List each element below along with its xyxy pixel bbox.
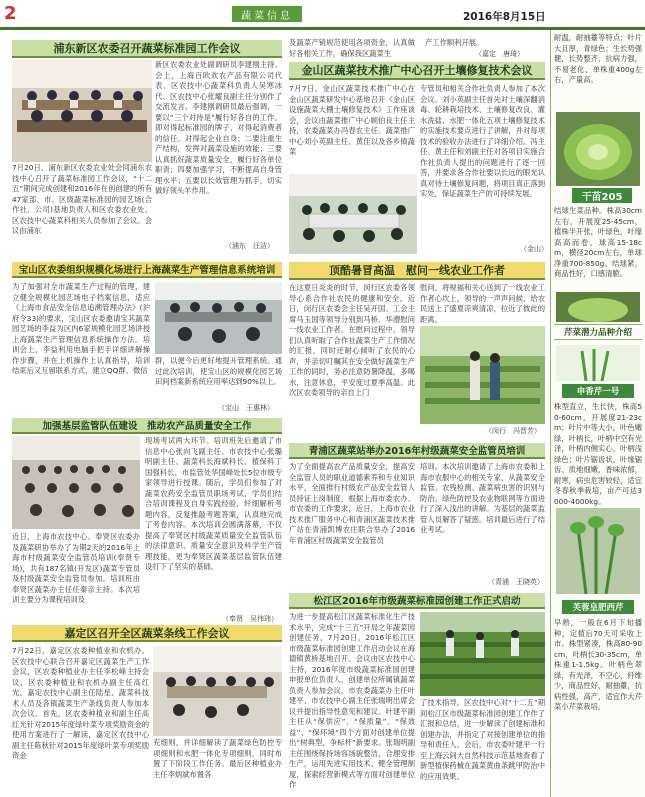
vegetable-photo bbox=[556, 112, 640, 186]
page-number: 2 bbox=[4, 3, 17, 24]
article-body: 新区农委农业处副调研员李建刚主持。会上，上海百欧欢农产品有限公司代表、区农技中心蔬菜科负责人吴寒冰代、区农技中心张耀良副主任分别作了交流发言。李建刚调研员最后强调，一要以“三个对待是”履行好各自的工作，即对得起标准园的牌子、对得起消费者的信任、对得起企业自身；二要注重生产结构，发挥对蔬菜设施的效能；三要认真抓好蔬菜质量安全，履行好各单位职责；四要加强学习，不断提高自身管理水平；五要以长效管理为抓手，切实做好领头羊作用。 bbox=[155, 60, 282, 195]
variety-name: 申香芹一号 bbox=[562, 384, 634, 398]
article-title-jiading: 嘉定区召开全区蔬菜条线工作会议 bbox=[12, 625, 282, 642]
article-body: 培训。本次培训邀请了上海市农委和上海市农服中心的相关专家，从蔬菜安全监管、农残检测、蔬菜病虫害的识别与防治、绿色防控及农业物联网等方面进行了深入浅出的讲解。为基层的蔬菜监管人员解答了疑惑。培训最后进行了结业考试。 bbox=[420, 462, 545, 534]
page-header bbox=[0, 0, 645, 30]
article-body: 近日，上海市农技中心、奉贤区农委办及蔬菜研协举办了为期2天的2016年上海市村级蔬菜安全监管员培训(奉贤专场)，共有187名镇(开发区)蔬菜专管员及村级蔬菜安全监管员参加。培训班由奉贤区蔬菜办主任任秦亲主持。本次培训主要分为课程培训及 bbox=[12, 532, 140, 604]
article-signature: （奉贤 吴伟玮） bbox=[222, 615, 278, 623]
article-title-jinshan: 金山区蔬菜技术推广中心召开土壤修复技术会议 bbox=[289, 62, 545, 80]
sidebar-text: 耐温，耐抽薹等特点；叶片大且厚，青绿色；生长势强健，长势整齐，抗病力强，不易老化，单株重400g左右，产量高。 bbox=[554, 33, 642, 84]
article-title-visit: 顶酷暑冒高温 慰问一线农业工作者 bbox=[289, 262, 545, 280]
field-visit-photo bbox=[420, 326, 545, 424]
article-body: 了技术指导。区农技中心对“十二五”期间松江区市级蔬菜标准园创建工作作了汇报和总结，进一步解读了创建标准和创建办法，并指定了对接创建单位的指导和责任人。会后，市农委叶建平一行至上海云间大自然科技示范基地查看了新型植保药械在蔬菜黄曲条跳甲防治中的应用效果。 bbox=[420, 698, 545, 781]
article-signature: （宝山 王惠林） bbox=[218, 404, 274, 412]
article-signature: （闵行 冯晋芳） bbox=[485, 427, 541, 435]
article-body: 在这夏日炎炎的时节，闵行区农委各领导心系合作社农民的健康和安全。近日，闵行区农委会主任吴开国、工会主席马玉国等领导分别到马桥、华漕慰问一线农业工作者。在慰问过程中，领导们认真听取了合作社蔬菜生产工作情况的汇报，同时还耐心倾听了农民的心声，并亲切叮嘱其在安全做好蔬菜生产工作的同时，务必注意防暑降温，多喝水，注意休息，平安度过夏季高温。此次区农委领导的亲自上门 bbox=[289, 283, 415, 397]
article-body: 现场考试两大环节。培训班先后邀请了市信息中心张向飞副主任、市农技中心张璐明副主任、蔬菜科长海斌科长、植保科丁国强科长、市监管处华国峰处长5位市级专家领导进行授课。随后，学员们参加了对蔬菜农药安全监管员职场考试，学员们结合培训课程及自身实践经验，纤细解析考题内容，反复推敲考题答案，认真地完成了考卷内容。本次培训会圆满落幕，不仅提高了奉贤区村级蔬菜质量安全监管队伍的法律意识、质量安全意识及科学生产管理技能，更为奉贤区蔬菜基层监管队伍建设打下了坚实的基础。 bbox=[145, 436, 282, 571]
variety-name: 芙蓉皇肥西芹 bbox=[562, 600, 634, 614]
masthead: 蔬菜信息 bbox=[232, 6, 302, 22]
article-body: 专管员和相关合作社负责人参加了本次会议。刘小英副主任首先对土壤深翻消毒、轮耕栽培技术、土壤修复改良、灌水洗盐、水肥一体化五项土壤修复技术的实施技术要点进行了讲解，并对每项技术的验收办法进行了详细介绍。冯主任、黄主任和刘副主任对各项目实施合作社负责人提出的问题进行了逐一回答，并要求各合作社要以长远的眼光认真对待土壤修复问题，将项目真正落到实处，保证蔬菜生产的可持续发展。 bbox=[420, 84, 545, 198]
section-title: 芹菜潜力品种介绍 bbox=[554, 324, 642, 340]
article-body: 7月7日，金山区蔬菜技术推广中心在金山区蔬菜研发中心基地召开《金山区设施蔬菜大棚土壤修复技术》工作座谈会，会议由蔬菜推广中心顾伯良主任主持，农委蔬菜办冯春农主任、蔬菜推广中心刘小英副主任、黄佳以及各乡镇蔬菜 bbox=[289, 84, 415, 156]
article-body: 充细则，并详细解读了蔬菜绿色防控专项细则和水肥一体化专项细则，同时布置了下阶段工作任务。最后区种植业办主任李炳斌布置各 bbox=[153, 738, 282, 779]
exam-photo bbox=[12, 436, 140, 529]
variety-name: 干苗205 bbox=[572, 188, 632, 203]
article-body: 7月20日，浦东新区农委农业处会同浦东农技中心召开了蔬菜标准园工作会议，“十二五”期间完成创建和2016年在创创建的所有47家部、市、区级蔬菜标准园的园艺场(合作社、公司)基地负责人和区农委农业处、区农技中心蔬菜科相关人员参加了会议。会议由浦东 bbox=[12, 163, 152, 235]
article-body: 为进一步提高松江区蔬菜标准化生产技术水平，完成“十三五”开局之年蔬菜园创建任务，7月20日，2016年松江区市级蔬菜标准园创建工作启动会议在海德镇黄桥基地召开。会议由区农技中心主持，2016年度市级蔬菜标准园创建申报单位负责人、创建单位所属镇蔬菜负责人参加会议，市农委蔬菜办主任叶建平、市农技中心副主任张瑞明出席会议并提出指导性意见和建议。叶建平副主任从“保供应”、“保质量”、“保效益”、“保环境”四个方面对创建单位提出“树典型，争标杆”新要求。张瑞明副主任围绕保持场容场貌整洁，合理安排生产，运用先进实用技术、健全管理制度，探索经营新模式等方面对创建单位作 bbox=[289, 612, 415, 789]
article-body: 产工作顺利开展。 bbox=[425, 38, 484, 47]
article-title-songjiang: 松江区2016年市级蔬菜标准园创建工作正式启动 bbox=[289, 593, 545, 609]
article-body: 群，以便今后更好地提升管理系统。通过此次培训，使宝山区的规模化园艺场田间档案新系统应用率达到90%以上。 bbox=[155, 356, 282, 386]
training-photo bbox=[155, 282, 282, 354]
article-body: 为了加强对全市蔬菜生产过程的管理，建立健全规模化园艺场电子档案信息，适应《上海市食品安全信息追溯管理办法》(沪府令33)的要求，宝山区农委邀请宝其蔬菜园艺场的李益为区内6家规模化园艺场讲授上海蔬菜生产管理信息系统操作方法。培训会上，李益利用电脑手把手详细讲解操作步骤，并在上机操作上认真指导，培训结束后又互留联系方式，建立QQ群、微信 bbox=[12, 282, 150, 375]
variety-description: 株型直立，生长快，株高50-60cm，开展度21-23cm；叶片中等大小，叶色嫩绿，叶柄长，叶柄中空有光泽，叶柄内侧实心，叶柄浅绿色；叶片锯齿状，叶缘锯齿、质地细嫩，香味浓郁，耐寒，病虫危害较轻，适宜冬春秋季栽培，亩产可达3000-4000kg。 bbox=[554, 402, 642, 506]
soil-meeting-photo bbox=[289, 174, 417, 254]
article-signature: （青浦 王晓英） bbox=[488, 578, 544, 586]
article-signature: （浦东 汪洁） bbox=[225, 242, 274, 250]
article-signature: （嘉定 唐琦） bbox=[475, 50, 524, 58]
celery-field-photo bbox=[556, 508, 640, 594]
article-body: 为了全面提高农产品质量安全，提高安全监管人员的职业道德素养和专业知识水平，全面推行村级农产品安全监管人员持证上岗制度，根据上海市委农办、市农委的工作要求，近日，上海市农业技术推广服务中心和青浦区蔬菜技术推广站在青浦凯博农庄联合举办了2016年青浦区村级蔬菜安全监管员 bbox=[289, 462, 415, 545]
article-title-qingpu: 青浦区蔬菜站举办2016年村级蔬菜安全监管员培训 bbox=[289, 443, 545, 459]
greenhouse-photo bbox=[420, 612, 545, 696]
variety-description: 结球生菜品种。株高30cm左右，开展度25-45cm，植株半开张，叶绿色，叶缘高高而卷，球高15-18cm，横径20cm左右，单球净重700-850g。结球紧，商品性好，口感清脆。 bbox=[554, 206, 642, 278]
article-title-team: 加强基层监管队伍建设 推动农产品质量安全工作 bbox=[12, 418, 282, 434]
article-signature: （金山） bbox=[520, 245, 548, 253]
article-title-baoshan: 宝山区农委组织规模化场进行上海蔬菜生产管理信息系统培训 bbox=[12, 262, 282, 278]
article-title-pudong: 浦东新区农委召开蔬菜标准园工作会议 bbox=[12, 40, 282, 58]
article-body: 慰问，将视福和关心送到了一线农业工作者心坎上，领导的一声声问候，给农民送上了盛夏凉爽清凉，拉近了彼此的距离。 bbox=[420, 283, 545, 323]
issue-date: 2016年8月15日 bbox=[463, 11, 546, 23]
variety-description: 早熟，一般在6月下旬播种，定植后70天可采收上市。株型紧凑，株高80-90cm，叶柄长30-35cm，单株重1-1.5kg。叶柄色翠绿，有光泽，不空心，纤维少，商品性好，耐抽薹，抗病性强，高产，适宜作大芹菜小芹菜栽培。 bbox=[554, 618, 642, 711]
celery-photo bbox=[556, 345, 640, 381]
article-body: 7月22日，嘉定区农委种植业和农机办、区农技中心联合召开嘉定区蔬菜生产工作会议，区农委种植业办主任李松峰主持会议，区农委种植业和农机办副主任高红光、嘉定农技中心副主任陆星、蔬菜科技术人员及各镇蔬菜生产条线负责人参加本次会议。首先，区农委种植业和副主任高红光针对2015年度绿叶菜专项奖励资金的使用方案进行了一解读，嘉定区农技中心副主任陈秋针对2015年度绿叶菜专项奖励资金 bbox=[12, 646, 149, 760]
jiading-meeting-photo bbox=[153, 646, 282, 736]
lettuce-photo bbox=[556, 292, 640, 322]
meeting-photo bbox=[12, 60, 152, 162]
article-body: 及蔬菜产销规范使用各项资金，认真做好各相关工作，确保我区蔬菜生 bbox=[289, 38, 415, 58]
